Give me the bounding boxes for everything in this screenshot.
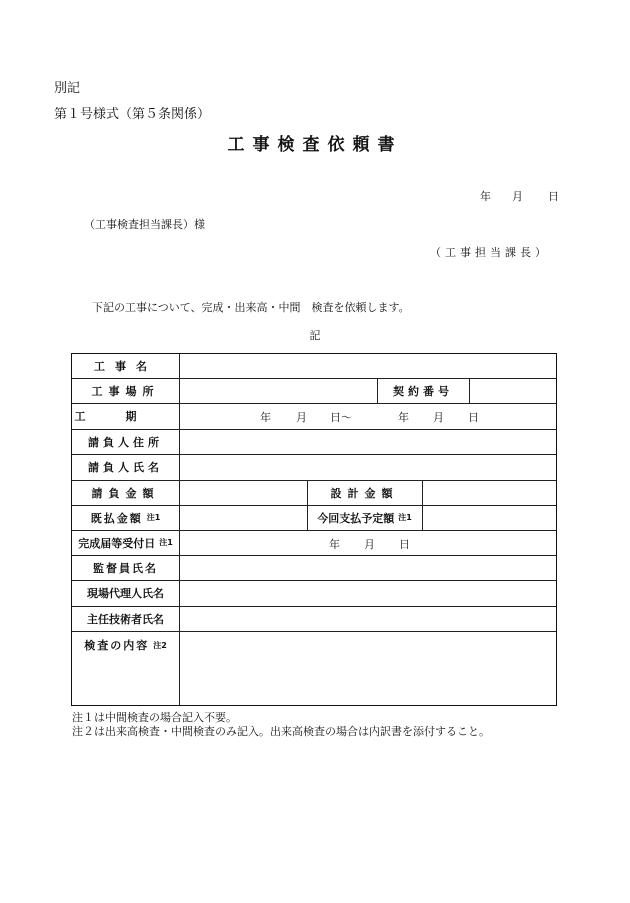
- label-supervisor: 監督員氏名: [93, 561, 158, 575]
- period-end-month: 月: [433, 411, 444, 424]
- label-construction-name: 工事名: [94, 360, 157, 373]
- label-contractor-name: 請負人氏名: [88, 461, 163, 474]
- period-start-month: 月: [296, 411, 307, 424]
- period-start-day: 日～: [330, 411, 352, 424]
- date-day: 日: [548, 190, 559, 203]
- completion-year: 年: [329, 538, 340, 551]
- period-end-year: 年: [398, 411, 409, 424]
- date-month: 月: [512, 190, 523, 203]
- completion-month: 月: [364, 538, 375, 551]
- label-contract-amount: 請負金額: [91, 486, 160, 500]
- addressee: （工事検査担当課長）様: [84, 218, 205, 231]
- label-chief-engineer: 主任技術者氏名: [87, 612, 164, 626]
- annex-label: 別記: [54, 81, 81, 96]
- label-paid-amount: 既払金額 注1: [90, 511, 161, 525]
- label-inspection-content: 検査の内容 注2: [84, 639, 167, 652]
- label-contract-number: 契約番号: [393, 384, 453, 398]
- ki-label: 記: [309, 329, 321, 342]
- label-construction-site: 工事場所: [91, 384, 160, 398]
- label-completion-date: 完成届等受付日 注1: [78, 536, 173, 550]
- request-text: 下記の工事について、完成・出来高・中間 検査を依頼します。: [92, 301, 410, 314]
- document-title: 工事検査依頼書: [227, 135, 403, 155]
- inspection-form-table: [71, 353, 557, 706]
- period-end-day: 日: [468, 411, 479, 424]
- note-2: 注２は出来高検査・中間検査のみ記入。出来高検査の場合は内訳書を添付すること。: [72, 725, 490, 738]
- completion-day: 日: [399, 538, 410, 551]
- period-start-year: 年: [260, 411, 271, 424]
- date-year: 年: [480, 190, 491, 203]
- label-site-agent: 現場代理人氏名: [87, 587, 164, 600]
- label-design-amount: 設計金額: [330, 486, 399, 500]
- label-scheduled-payment: 今回支払予定額 注1: [317, 511, 412, 525]
- note-1: 注１は中間検査の場合記入不要。: [72, 711, 237, 724]
- label-period: 工期: [74, 410, 177, 423]
- label-contractor-address: 請負人住所: [88, 435, 163, 449]
- form-number: 第１号様式（第５条関係）: [54, 107, 211, 122]
- sender: （工事担当課長）: [430, 246, 550, 259]
